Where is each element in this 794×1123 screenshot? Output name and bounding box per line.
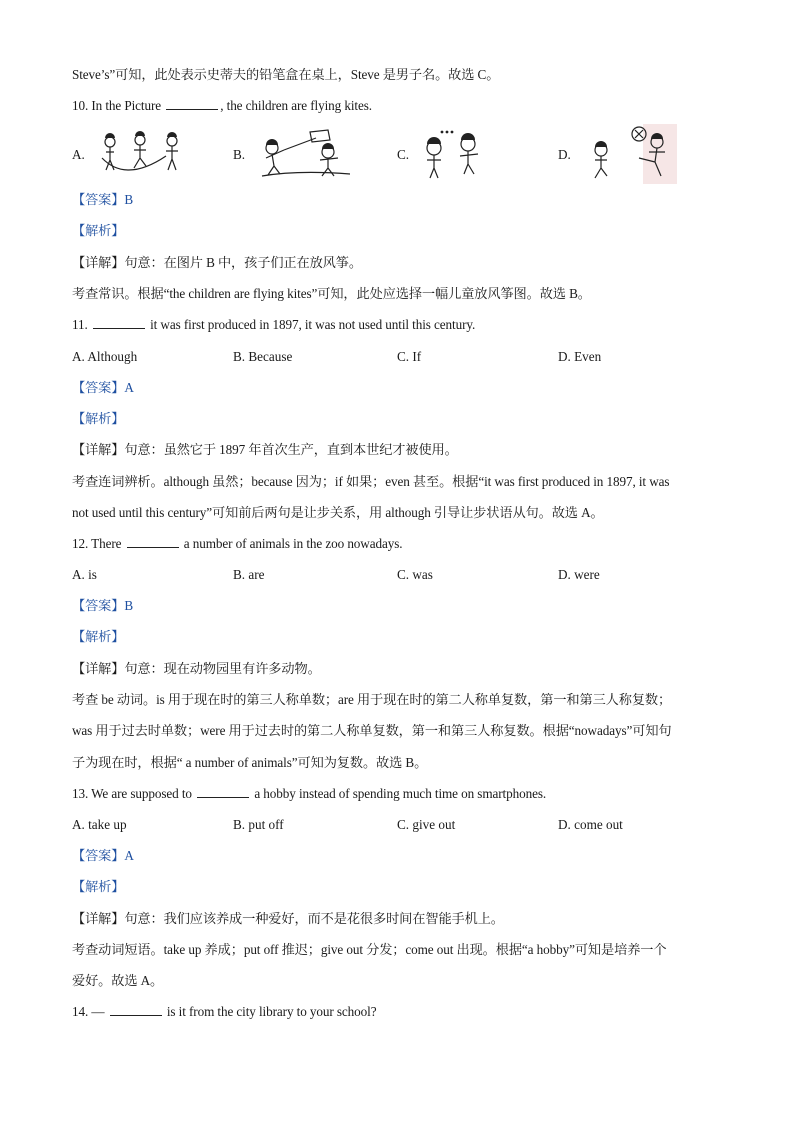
analysis-label: 【解析】 [72,411,125,426]
option-d: D. [558,147,571,162]
option-a: A. [72,147,85,162]
option-a: A. is [72,567,97,582]
question-text: a number of animals in the zoo nowadays. [180,536,403,551]
explanation-line: was 用于过去时单数；were 用于过去时的第二人称单复数，第一和第三人称复数。根据“nowadays”可知句 [72,723,672,738]
option-c: C. was [397,567,433,582]
option-a: A. take up [72,817,127,832]
option-d: D. Even [558,349,602,364]
detail-line: 【详解】句意：在图片 B 中，孩子们正在放风筝。 [72,255,362,270]
option-c: C. give out [397,817,456,832]
explanation-line: 考查常识。根据“the children are flying kites”可知，此处应选择一幅儿童放风筝图。故选 B。 [72,286,591,301]
explanation-line: 子为现在时，根据“ a number of animals”可知为复数。故选 B。 [72,755,428,770]
question-text: is it from the city library to your school? [163,1004,377,1019]
option-b: B. Because [233,349,293,364]
question-14 [72,1002,722,1022]
analysis-label: 【解析】 [72,879,125,894]
option-b: B. are [233,567,265,582]
question-12 [72,534,722,554]
analysis-label: 【解析】 [72,223,125,238]
detail-line: 【详解】句意：虽然它于 1897 年首次生产，直到本世纪才被使用。 [72,442,458,457]
explanation-line: 爱好。故选 A。 [72,973,164,988]
answer-label: 【答案】B [72,598,134,613]
children-playing-football-image [583,124,677,184]
option-c: C. [397,147,410,162]
answer-blank [93,316,145,329]
question-13 [72,784,722,804]
question-text: , the children are flying kites. [220,98,372,113]
explanation-line: 考查动词短语。take up 养成；put off 推迟；give out 分发；come out 出现。根据“a hobby”可知是培养一个 [72,942,667,957]
answer-label: 【答案】A [72,848,134,863]
text-line: Steve’s”可知，此处表示史蒂夫的铅笔盒在桌上，Steve 是男子名。故选 C。 [72,67,500,82]
question-text: 12. There [72,536,125,551]
answer-blank [197,785,249,798]
option-b: B. put off [233,817,284,832]
question-text: 14. — [72,1004,108,1019]
answer-label: 【答案】B [72,192,134,207]
explanation-line: not used until this century”可知前后两句是让步关系，用 although 引导让步状语从句。故选 A。 [72,505,604,520]
question-text: 11. [72,317,91,332]
question-10 [72,96,722,116]
option-c: C. If [397,349,422,364]
explanation-line: 考查连词辨析。although 虽然；because 因为；if 如果；even 甚至。根据“it was first produced in 1897, it was [72,474,670,489]
option-b: B. [233,147,246,162]
explanation-line: 考查 be 动词。is 用于现在时的第三人称单数；are 用于现在时的第二人称单复数，第一和第三人称复数； [72,692,672,707]
answer-label: 【答案】A [72,380,134,395]
detail-line: 【详解】句意：我们应该养成一种爱好，而不是花很多时间在智能手机上。 [72,911,504,926]
children-jumping-rope-image [96,128,192,178]
question-text: 10. In the Picture [72,98,165,113]
answer-blank [127,535,179,548]
children-flying-kites-image [258,128,354,180]
children-talking-image [418,128,488,180]
answer-blank [110,1003,162,1016]
analysis-label: 【解析】 [72,629,125,644]
question-text: a hobby instead of spending much time on smartphones. [251,786,547,801]
question-11 [72,315,722,335]
question-text: it was first produced in 1897, it was not used until this century. [146,317,476,332]
question-text: 13. We are supposed to [72,786,196,801]
option-a: A. Although [72,349,138,364]
option-d: D. come out [558,817,623,832]
detail-line: 【详解】句意：现在动物园里有许多动物。 [72,661,321,676]
answer-blank [166,97,218,110]
option-d: D. were [558,567,600,582]
